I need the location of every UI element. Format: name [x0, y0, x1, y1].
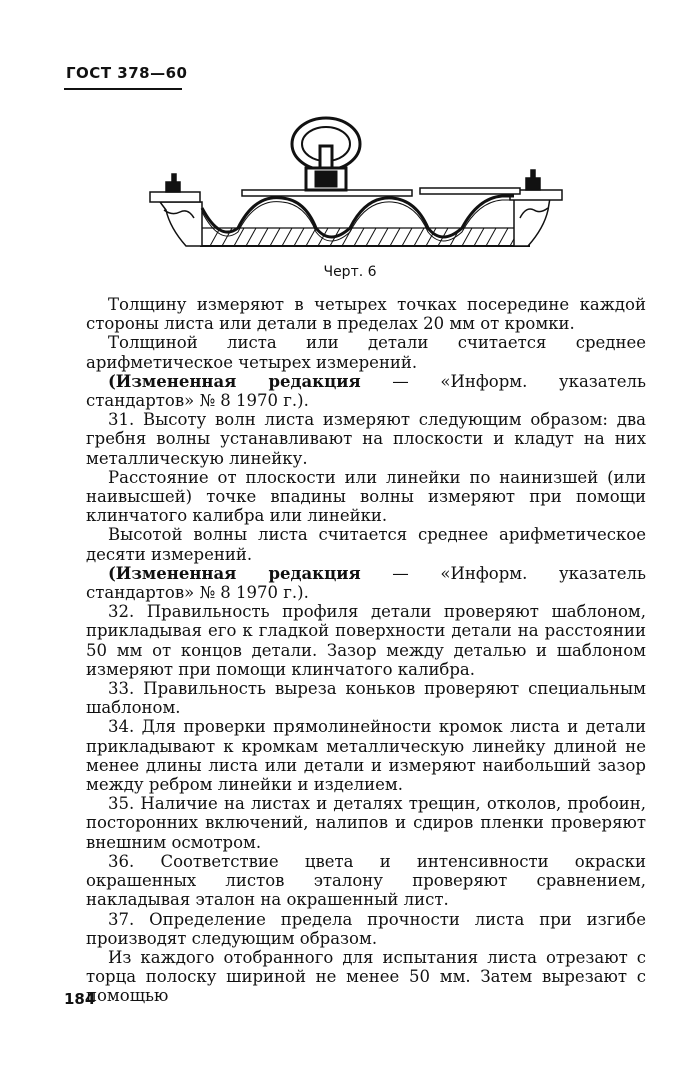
paragraph: Расстояние от плоскости или линейки по наинизшей (или наивысшей) точке впадины волны измеряют при помощи клинчатого калибра или линейки.: [86, 467, 646, 526]
paragraph: Толщину измеряют в четырех точках посередине каждой стороны листа или детали в пределах 20 мм от кромки.: [86, 295, 646, 334]
paragraph: Высотой волны листа считается среднее арифметическое десяти измерений.: [86, 525, 646, 564]
figure-wave-height-gauge: [130, 110, 580, 260]
wavy-sheet: [202, 196, 514, 237]
paragraph-bold: (Измененная редакция: [108, 371, 361, 391]
paragraph: 32. Правильность профиля детали проверяют шаблоном, прикладывая его к гладкой поверхности детали на расстоянии 50 мм от концов детали. Зазор между деталью и шаблоном измеряют при помощи клинчатого калибра.: [86, 602, 646, 679]
figure-caption: Черт. 6: [323, 264, 377, 280]
right-support: [510, 170, 562, 246]
paragraph: 35. Наличие на листах и деталях трещин, отколов, пробоин, посторонних включений, налипов и сдиров пленки проверяют внешним осмотром.: [86, 794, 646, 852]
paragraph-rest: — «Информ. указатель стандартов» № 8 1970 г.).: [86, 563, 646, 603]
paragraph: [86, 372, 646, 410]
document-header: ГОСТ 378—60: [66, 64, 188, 82]
paragraph: 31. Высоту волн листа измеряют следующим образом: два гребня волны устанавливают на плоскости и кладут на них металлическую линейку.: [86, 410, 646, 468]
paragraph: Из каждого отобранного для испытания листа отрезают с торца полоску шириной не менее 50 мм. Затем вырезают с помощью: [86, 947, 646, 1006]
paragraph: 36. Соответствие цвета и интенсивности окраски окрашенных листов эталону проверяют сравнением, накладывая эталон на окрашенный лист.: [86, 851, 646, 910]
ruler: [242, 188, 520, 196]
paragraph: Толщиной листа или детали считается среднее арифметическое четырех измерений.: [86, 333, 646, 372]
paragraph: [86, 564, 646, 602]
page-number: 184: [64, 990, 96, 1008]
left-support: [150, 174, 202, 246]
paragraph: 34. Для проверки прямолинейности кромок листа и детали прикладывают к кромкам металлическую линейку длиной не менее длины листа или детали и измеряют наибольший зазор между ребром линейки и изделием.: [86, 717, 646, 795]
header-rule: [64, 88, 182, 90]
paragraph-rest: — «Информ. указатель стандартов» № 8 1970 г.).: [86, 371, 646, 411]
paragraph-bold: (Измененная редакция: [108, 563, 361, 583]
base-plate: [200, 228, 530, 246]
gauge-handle: [292, 118, 360, 190]
paragraph: 37. Определение предела прочности листа при изгибе производят следующим образом.: [86, 909, 646, 948]
paragraph: 33. Правильность выреза коньков проверяют специальным шаблоном.: [86, 679, 646, 718]
body-text: [86, 295, 646, 1006]
